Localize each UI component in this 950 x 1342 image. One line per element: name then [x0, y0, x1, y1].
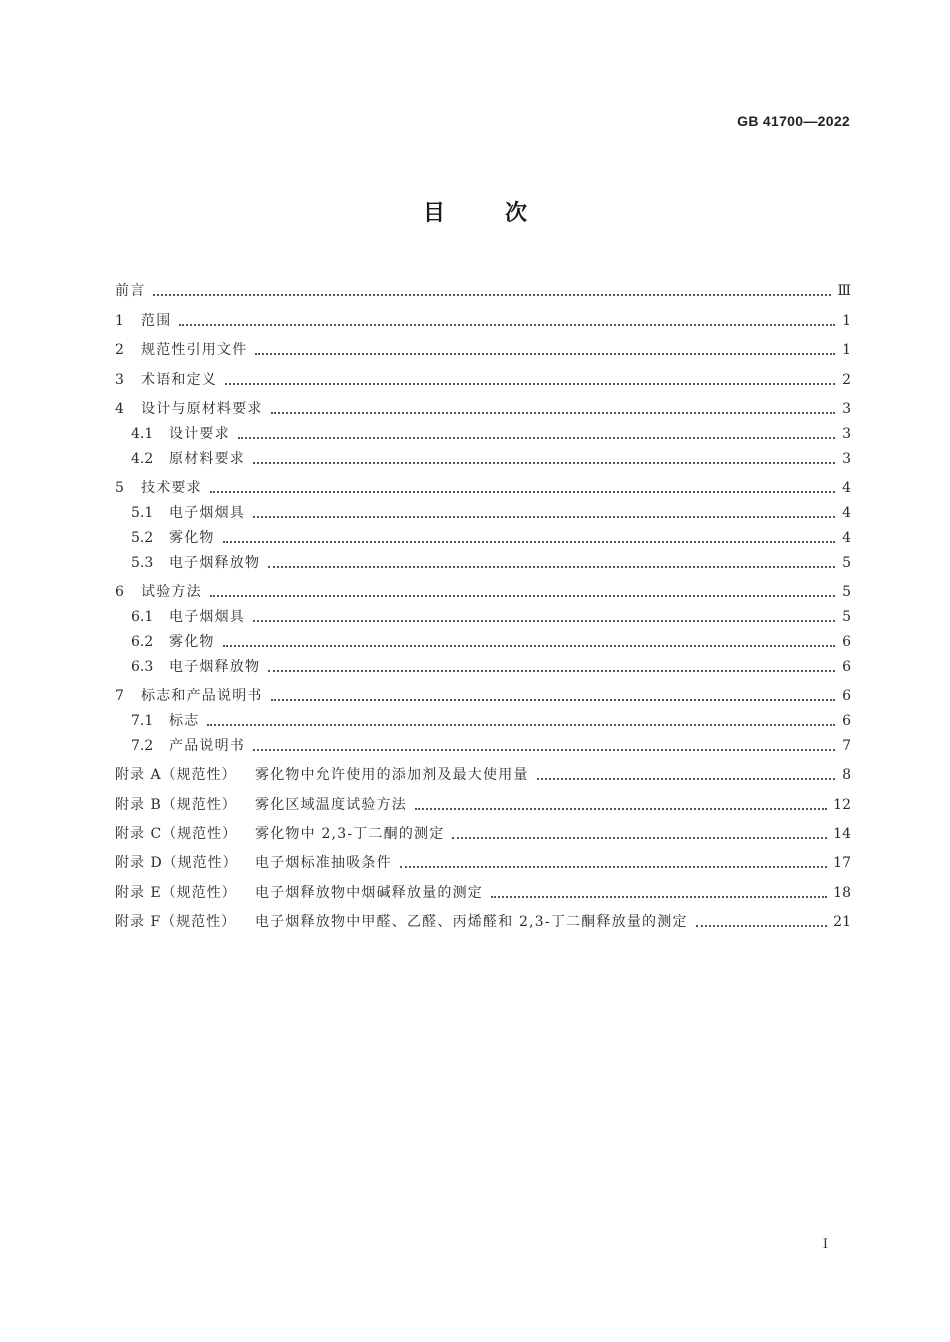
toc-page-number: 4: [842, 480, 851, 497]
toc-entry-number: 5: [115, 480, 124, 497]
toc-dot-leader: [271, 412, 835, 414]
toc-dot-leader: [207, 724, 835, 726]
appendix-tag: 附录 B（规范性）: [115, 796, 237, 813]
toc-entry-2[interactable]: [115, 330, 851, 359]
toc-entry-6-1[interactable]: [115, 601, 851, 626]
toc-page-number: 7: [842, 737, 851, 754]
toc-entry-label: 规范性引用文件: [141, 342, 248, 359]
toc-entry-6[interactable]: [115, 572, 851, 602]
toc-entry-label: 原材料要求: [169, 450, 245, 467]
toc-entry-5-1[interactable]: [115, 497, 851, 522]
toc-page-number: 4: [842, 529, 851, 546]
toc-page-number: 4: [842, 504, 851, 521]
toc-page-number: 12: [833, 796, 851, 813]
toc-entry-label: 电子烟标准抽吸条件: [255, 855, 392, 872]
toc-page-number: 2: [842, 371, 851, 388]
toc-dot-leader: [210, 491, 835, 493]
toc-dot-leader: [268, 670, 835, 672]
toc-page-number: 6: [842, 633, 851, 650]
toc-entry-number: 5.1: [131, 504, 154, 521]
toc-page-number: 6: [842, 688, 851, 705]
toc-entry-number: 6: [115, 584, 124, 601]
toc-entry-number: 3: [115, 371, 124, 388]
toc-entry-label: 电子烟烟具: [169, 504, 245, 521]
toc-dot-leader: [537, 778, 835, 780]
toc-entry-number: 7.2: [131, 737, 154, 754]
toc-appendix-f[interactable]: [115, 902, 851, 931]
toc-entry-label: 前言: [115, 283, 146, 300]
toc-entry-7-1[interactable]: [115, 705, 851, 730]
toc-dot-leader: [271, 699, 835, 701]
toc-appendix-a[interactable]: [115, 755, 851, 785]
toc-page-number: 21: [833, 914, 851, 931]
toc-entry-5-2[interactable]: [115, 522, 851, 547]
toc-appendix-e[interactable]: [115, 872, 851, 901]
toc-dot-leader: [696, 925, 828, 927]
toc-appendix-d[interactable]: [115, 843, 851, 872]
toc-entry-label: 试验方法: [141, 584, 202, 601]
toc-dot-leader: [253, 749, 835, 751]
toc-entry-number: 5.3: [131, 554, 154, 571]
toc-dot-leader: [253, 516, 835, 518]
page-number: Ⅰ: [822, 1237, 828, 1252]
toc-page-number: 5: [842, 554, 851, 571]
toc-entry-6-2[interactable]: [115, 626, 851, 651]
table-of-contents: [115, 271, 851, 931]
toc-dot-leader: [153, 294, 831, 296]
toc-page-number: 3: [842, 400, 851, 417]
toc-entry-label: 电子烟释放物中甲醛、乙醛、丙烯醛和 2,3-丁二酮释放量的测定: [255, 914, 688, 931]
toc-entry-label: 设计与原材料要求: [141, 400, 263, 417]
toc-entry-label: 电子烟释放物中烟碱释放量的测定: [255, 884, 483, 901]
appendix-tag: 附录 A（规范性）: [115, 767, 237, 784]
toc-appendix-c[interactable]: [115, 814, 851, 843]
toc-entry-number: 4.1: [131, 425, 154, 442]
toc-dot-leader: [255, 353, 835, 355]
appendix-tag: 附录 E（规范性）: [115, 884, 237, 901]
toc-entry-number: 4: [115, 400, 124, 417]
toc-entry-3[interactable]: [115, 359, 851, 388]
toc-entry-label: 技术要求: [141, 480, 202, 497]
toc-dot-leader: [238, 437, 835, 439]
toc-entry-4-1[interactable]: [115, 418, 851, 443]
toc-entry-label: 产品说明书: [169, 737, 245, 754]
toc-entry-5[interactable]: [115, 468, 851, 498]
toc-entry-4[interactable]: [115, 389, 851, 418]
toc-entry-5-3[interactable]: [115, 547, 851, 572]
toc-entry-number: 2: [115, 342, 124, 359]
toc-appendix-b[interactable]: [115, 784, 851, 813]
toc-page-number: 3: [842, 425, 851, 442]
toc-page-number: 5: [842, 584, 851, 601]
toc-entry-7-2[interactable]: [115, 730, 851, 755]
toc-entry-label: 雾化物: [169, 529, 215, 546]
toc-entry-label: 雾化物中允许使用的添加剂及最大使用量: [255, 767, 529, 784]
toc-page-number: 3: [842, 450, 851, 467]
toc-entry-label: 电子烟释放物: [169, 554, 261, 571]
toc-entry-4-2[interactable]: [115, 443, 851, 468]
toc-entry-7[interactable]: [115, 676, 851, 706]
toc-entry-number: 6.1: [131, 608, 154, 625]
appendix-tag: 附录 C（规范性）: [115, 826, 238, 843]
toc-page-number: 14: [833, 826, 851, 843]
toc-dot-leader: [225, 383, 835, 385]
toc-page-number: 6: [842, 658, 851, 675]
toc-dot-leader: [253, 462, 835, 464]
toc-entry-6-3[interactable]: [115, 651, 851, 676]
toc-entry-label: 设计要求: [169, 425, 230, 442]
toc-page-number: 8: [842, 767, 851, 784]
appendix-tag: 附录 F（规范性）: [115, 914, 237, 931]
toc-dot-leader: [268, 566, 835, 568]
toc-page-number: 6: [842, 712, 851, 729]
appendix-tag: 附录 D（规范性）: [115, 855, 238, 872]
toc-page-number: 1: [842, 312, 851, 329]
page-title: 目次: [422, 201, 587, 226]
toc-entry-label: 标志: [169, 712, 200, 729]
toc-entry-label: 电子烟烟具: [169, 608, 245, 625]
toc-dot-leader: [179, 324, 835, 326]
toc-entry-number: 4.2: [131, 450, 154, 467]
toc-dot-leader: [210, 595, 835, 597]
toc-page-number: 5: [842, 608, 851, 625]
toc-entry-label: 雾化区域温度试验方法: [255, 796, 407, 813]
toc-entry-number: 6.2: [131, 633, 154, 650]
toc-entry-number: 5.2: [131, 529, 154, 546]
toc-page-number: 17: [833, 855, 851, 872]
toc-page-number: 18: [833, 884, 851, 901]
standard-number: GB 41700—2022: [737, 113, 850, 129]
toc-dot-leader: [491, 896, 827, 898]
toc-entry-label: 范围: [141, 312, 172, 329]
toc-entry-label: 电子烟释放物: [169, 658, 261, 675]
toc-dot-leader: [223, 541, 835, 543]
toc-page-number: Ⅲ: [837, 283, 851, 300]
toc-dot-leader: [400, 866, 827, 868]
toc-entry-foreword[interactable]: [115, 271, 851, 300]
toc-dot-leader: [415, 808, 827, 810]
toc-entry-label: 雾化物: [169, 633, 215, 650]
toc-dot-leader: [452, 837, 827, 839]
toc-entry-label: 术语和定义: [141, 371, 217, 388]
toc-entry-label: 雾化物中 2,3-丁二酮的测定: [255, 826, 445, 843]
toc-dot-leader: [253, 620, 835, 622]
toc-entry-label: 标志和产品说明书: [141, 688, 263, 705]
toc-entry-number: 7: [115, 688, 124, 705]
toc-page-number: 1: [842, 342, 851, 359]
toc-dot-leader: [223, 645, 835, 647]
toc-entry-number: 6.3: [131, 658, 154, 675]
toc-entry-number: 1: [115, 312, 124, 329]
toc-entry-1[interactable]: [115, 300, 851, 329]
toc-entry-number: 7.1: [131, 712, 154, 729]
